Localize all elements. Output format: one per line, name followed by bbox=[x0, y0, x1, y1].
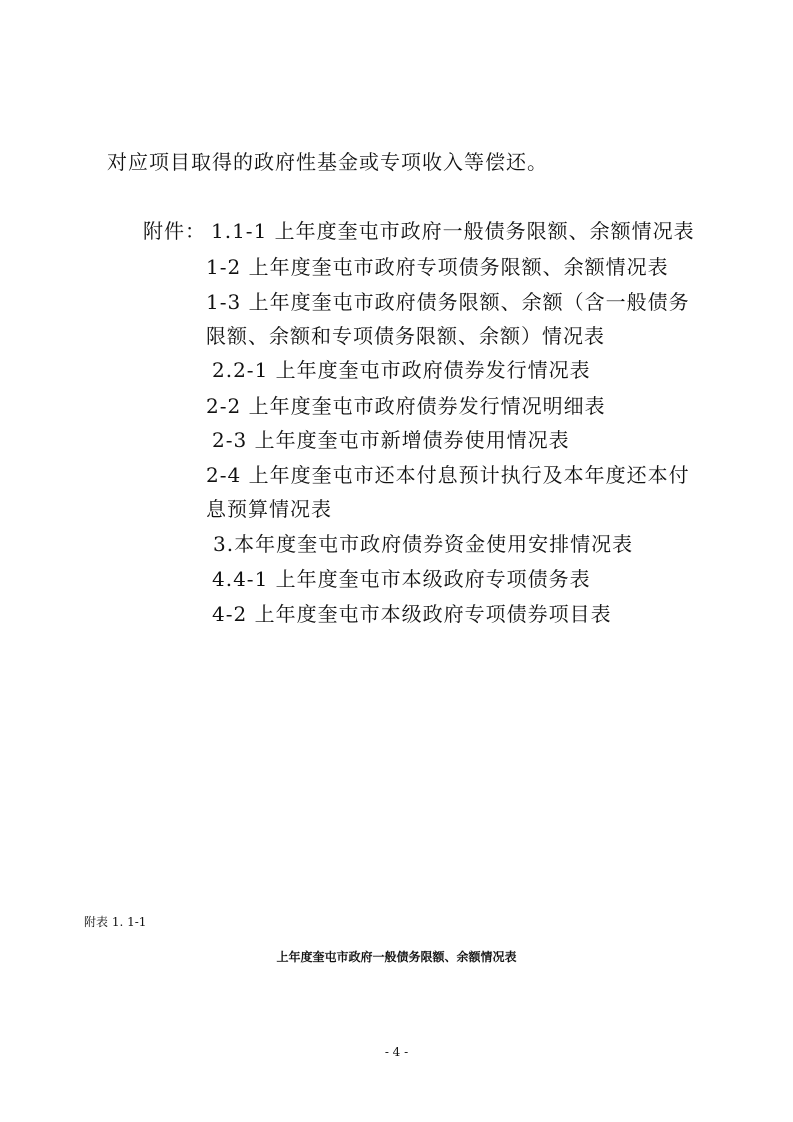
attachment-item: 限额、余额和专项债务限额、余额）情况表 bbox=[206, 324, 605, 348]
attachments-label: 附件： bbox=[143, 219, 206, 243]
attachment-item: 1-3 上年度奎屯市政府债务限额、余额（含一般债务 bbox=[206, 290, 690, 314]
page-number: - 4 - bbox=[384, 1045, 409, 1059]
attachment-item: 2.2-1 上年度奎屯市政府债券发行情况表 bbox=[212, 358, 591, 382]
attachment-item: 2-4 上年度奎屯市还本付息预计执行及本年度还本付 bbox=[206, 463, 690, 487]
attachment-item: 1.1-1 上年度奎屯市政府一般债务限额、余额情况表 bbox=[211, 219, 695, 243]
appendix-label: 附表 1. 1-1 bbox=[84, 915, 147, 929]
attachment-item: 4-2 上年度奎屯市本级政府专项债券项目表 bbox=[212, 602, 612, 626]
attachment-item: 息预算情况表 bbox=[206, 497, 332, 521]
attachment-item: 1-2 上年度奎屯市政府专项债务限额、余额情况表 bbox=[206, 255, 669, 279]
attachment-item: 2-3 上年度奎屯市新增债券使用情况表 bbox=[212, 428, 570, 452]
attachment-item: 4.4-1 上年度奎屯市本级政府专项债务表 bbox=[212, 567, 591, 591]
appendix-title: 上年度奎屯市政府一般债务限额、余额情况表 bbox=[276, 950, 517, 964]
attachment-item: 3.本年度奎屯市政府债券资金使用安排情况表 bbox=[213, 532, 634, 556]
attachment-item: 2-2 上年度奎屯市政府债券发行情况明细表 bbox=[206, 394, 606, 418]
continuation-paragraph: 对应项目取得的政府性基金或专项收入等偿还。 bbox=[107, 150, 548, 174]
